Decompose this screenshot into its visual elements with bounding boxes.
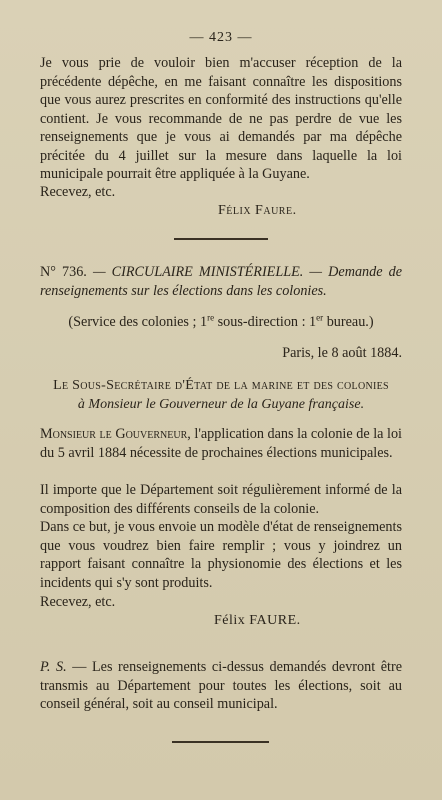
end-divider: [172, 741, 269, 743]
service-sup-1: re: [207, 312, 215, 323]
service-sup-2: er: [316, 312, 324, 323]
circular-subject: Demande de renseignements sur les élections dans les colonies.: [40, 264, 403, 299]
salutation: Monsieur le Gouverneur,: [40, 426, 191, 442]
circular-paragraph-1: [40, 425, 402, 462]
circular-number: N° 736.: [40, 264, 87, 280]
circular-heading: [40, 263, 402, 301]
section-divider: [174, 238, 268, 240]
dateline: Paris, le 8 août 1884.: [282, 345, 402, 361]
circular-paragraph-3: Dans ce but, je vous envoie un modèle d'état de renseignements que vous voudrez bien faire remplir ; vous y joindrez un rapport faisant connaître la physionomie des élections et les incidents qui s'y sont produits.: [40, 519, 402, 591]
service-line: [0, 314, 442, 331]
circular-paragraph-2: Il importe que le Département soit régulièrement informé de la composition des différents conseils de la colonie.: [40, 482, 402, 517]
letter-closing: Recevez, etc.: [40, 184, 116, 200]
ps-label: P. S.: [40, 659, 67, 675]
circular-title: — CIRCULAIRE MINISTÉRIELLE. —: [92, 264, 323, 280]
circular-closing: Recevez, etc.: [40, 594, 116, 610]
letter-paragraph: Je vous prie de vouloir bien m'accuser réception de la précédente dépêche, en me faisant connaître les dispositions que vous aurez prescrites en conformité des instructions qu'elle contient. Je vous recommande de ne pas perdre de vue les renseignements que je vous ai demandés par ma dépêche précitée du 4 juillet sur la mesure dans laquelle la loi municipale pourrait être appliquée à la Guyane.: [40, 55, 402, 182]
service-text-3: bureau.): [323, 314, 374, 330]
service-text-2: sous-direction : 1: [214, 314, 317, 330]
ps-text: — Les renseignements ci-dessus demandés devront être transmis au Département pour toutes les élections, soit au conseil général, soit au conseil municipal.: [40, 659, 403, 712]
address-line-1: Le Sous-Secrétaire d'État de la marine et des colonies: [53, 378, 389, 393]
letter-signature: Félix Faure.: [218, 203, 297, 218]
paragraph-1-text: l'application dans la colonie de la loi du 5 avril 1884 nécessite de prochaines élections municipales.: [40, 426, 402, 461]
page-number: — 423 —: [189, 30, 253, 45]
circular-signature: Félix FAURE.: [214, 613, 301, 628]
service-text-1: (Service des colonies ; 1: [68, 314, 208, 330]
address-block: [40, 376, 402, 414]
postscript: [40, 658, 402, 714]
address-line-2: à Monsieur le Gouverneur de la Guyane française.: [77, 397, 365, 412]
